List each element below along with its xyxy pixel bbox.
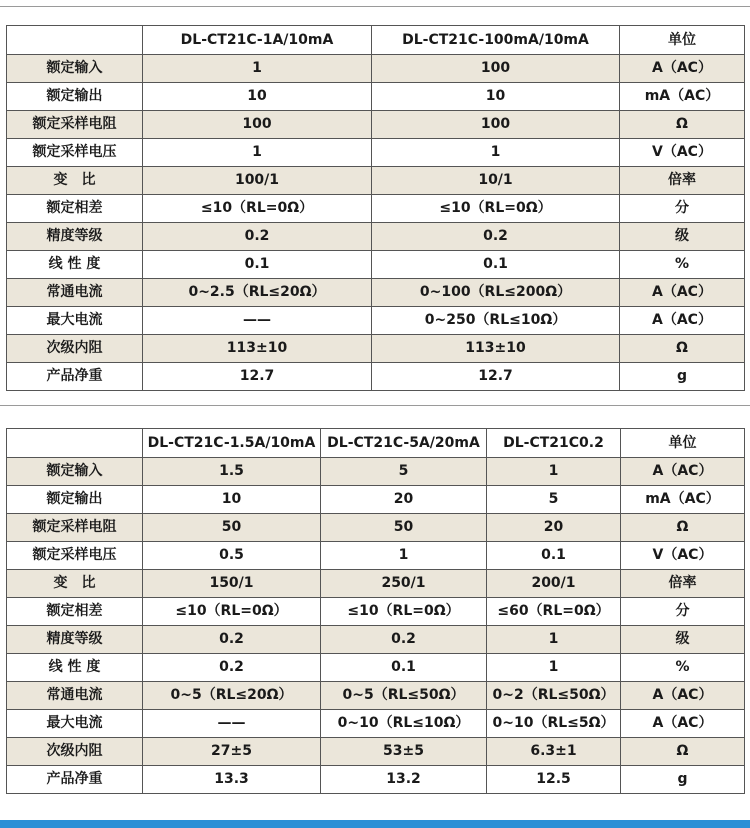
value-cell: 0.2 [372, 223, 620, 251]
unit-cell: 分 [620, 195, 745, 223]
row-label: 线 性 度 [7, 251, 143, 279]
value-cell: 150/1 [143, 570, 321, 598]
column-header: DL-CT21C-100mA/10mA [372, 26, 620, 55]
header-row [7, 429, 745, 458]
table-row [7, 83, 745, 111]
value-cell: 10 [372, 83, 620, 111]
unit-cell: V（AC） [621, 542, 745, 570]
value-cell: 250/1 [321, 570, 487, 598]
unit-cell: mA（AC） [621, 486, 745, 514]
value-cell: 0.2 [143, 654, 321, 682]
value-cell: 100 [372, 55, 620, 83]
value-cell: 0~100（RL≤200Ω） [372, 279, 620, 307]
value-cell: 10 [143, 83, 372, 111]
value-cell: 12.7 [372, 363, 620, 391]
unit-cell: Ω [621, 514, 745, 542]
value-cell: 113±10 [143, 335, 372, 363]
table-row [7, 307, 745, 335]
unit-cell: 级 [620, 223, 745, 251]
value-cell: 12.5 [487, 766, 621, 794]
value-cell: 5 [487, 486, 621, 514]
table-row [7, 626, 745, 654]
spec-table-1 [6, 25, 745, 391]
section-divider [0, 405, 750, 406]
row-label: 变 比 [7, 570, 143, 598]
table-row [7, 710, 745, 738]
unit-cell: 级 [621, 626, 745, 654]
unit-cell: Ω [620, 335, 745, 363]
value-cell: 0.2 [143, 223, 372, 251]
table-row [7, 682, 745, 710]
spec-table-2 [6, 428, 745, 794]
table-row [7, 335, 745, 363]
unit-cell: % [620, 251, 745, 279]
table-row [7, 598, 745, 626]
value-cell: 200/1 [487, 570, 621, 598]
row-label: 额定输出 [7, 83, 143, 111]
table-row [7, 766, 745, 794]
table-row [7, 486, 745, 514]
unit-cell: A（AC） [620, 307, 745, 335]
row-label: 最大电流 [7, 307, 143, 335]
unit-cell: A（AC） [620, 55, 745, 83]
value-cell: 100/1 [143, 167, 372, 195]
table-row [7, 111, 745, 139]
accent-bar [0, 820, 750, 828]
value-cell: 0~2.5（RL≤20Ω） [143, 279, 372, 307]
table-row [7, 139, 745, 167]
value-cell: 0~10（RL≤10Ω） [321, 710, 487, 738]
row-label: 常通电流 [7, 682, 143, 710]
column-header: DL-CT21C-1A/10mA [143, 26, 372, 55]
value-cell: 0~5（RL≤20Ω） [143, 682, 321, 710]
value-cell: 1.5 [143, 458, 321, 486]
table-row [7, 167, 745, 195]
column-header: DL-CT21C-5A/20mA [321, 429, 487, 458]
top-divider [0, 6, 750, 7]
unit-cell: V（AC） [620, 139, 745, 167]
value-cell: 0~2（RL≤50Ω） [487, 682, 621, 710]
row-label: 额定采样电压 [7, 542, 143, 570]
value-cell: 0~250（RL≤10Ω） [372, 307, 620, 335]
row-label: 产品净重 [7, 766, 143, 794]
value-cell: 0.1 [372, 251, 620, 279]
row-label: 最大电流 [7, 710, 143, 738]
value-cell: 27±5 [143, 738, 321, 766]
row-label: 额定采样电压 [7, 139, 143, 167]
value-cell: ≤10（RL=0Ω） [372, 195, 620, 223]
unit-cell: 分 [621, 598, 745, 626]
value-cell: 0.5 [143, 542, 321, 570]
unit-cell: A（AC） [621, 710, 745, 738]
table-row [7, 542, 745, 570]
row-label: 精度等级 [7, 223, 143, 251]
value-cell: 1 [372, 139, 620, 167]
header-corner [7, 429, 143, 458]
value-cell: 20 [487, 514, 621, 542]
value-cell: ≤10（RL=0Ω） [143, 195, 372, 223]
column-header: 单位 [621, 429, 745, 458]
value-cell: 113±10 [372, 335, 620, 363]
unit-cell: mA（AC） [620, 83, 745, 111]
unit-cell: g [620, 363, 745, 391]
unit-cell: A（AC） [620, 279, 745, 307]
row-label: 常通电流 [7, 279, 143, 307]
value-cell: 1 [487, 458, 621, 486]
value-cell: 0.1 [321, 654, 487, 682]
table-row [7, 738, 745, 766]
row-label: 次级内阻 [7, 738, 143, 766]
table-row [7, 514, 745, 542]
row-label: 额定相差 [7, 598, 143, 626]
value-cell: 0.1 [487, 542, 621, 570]
value-cell: 10/1 [372, 167, 620, 195]
row-label: 额定采样电阻 [7, 514, 143, 542]
value-cell: 0.2 [143, 626, 321, 654]
value-cell: 10 [143, 486, 321, 514]
value-cell: 50 [321, 514, 487, 542]
row-label: 额定采样电阻 [7, 111, 143, 139]
table-row [7, 251, 745, 279]
row-label: 精度等级 [7, 626, 143, 654]
table-row [7, 570, 745, 598]
spec-table-2-body [7, 429, 745, 794]
value-cell: 20 [321, 486, 487, 514]
value-cell: —— [143, 710, 321, 738]
value-cell: 0.1 [143, 251, 372, 279]
row-label: 额定输入 [7, 55, 143, 83]
unit-cell: Ω [620, 111, 745, 139]
row-label: 额定相差 [7, 195, 143, 223]
value-cell: 1 [143, 139, 372, 167]
value-cell: 5 [321, 458, 487, 486]
value-cell: 0~5（RL≤50Ω） [321, 682, 487, 710]
spec-table-1-body [7, 26, 745, 391]
column-header: DL-CT21C-1.5A/10mA [143, 429, 321, 458]
unit-cell: 倍率 [621, 570, 745, 598]
value-cell: ≤10（RL=0Ω） [143, 598, 321, 626]
value-cell: 13.2 [321, 766, 487, 794]
table-row [7, 223, 745, 251]
value-cell: 6.3±1 [487, 738, 621, 766]
value-cell: 100 [143, 111, 372, 139]
value-cell: 1 [321, 542, 487, 570]
value-cell: 12.7 [143, 363, 372, 391]
row-label: 变 比 [7, 167, 143, 195]
value-cell: ≤10（RL=0Ω） [321, 598, 487, 626]
unit-cell: A（AC） [621, 458, 745, 486]
value-cell: 0.2 [321, 626, 487, 654]
value-cell: 1 [487, 626, 621, 654]
value-cell: 1 [143, 55, 372, 83]
column-header: DL-CT21C0.2 [487, 429, 621, 458]
unit-cell: A（AC） [621, 682, 745, 710]
value-cell: 0~10（RL≤5Ω） [487, 710, 621, 738]
value-cell: —— [143, 307, 372, 335]
unit-cell: % [621, 654, 745, 682]
header-corner [7, 26, 143, 55]
row-label: 额定输入 [7, 458, 143, 486]
row-label: 线 性 度 [7, 654, 143, 682]
table-row [7, 55, 745, 83]
header-row [7, 26, 745, 55]
unit-cell: g [621, 766, 745, 794]
value-cell: ≤60（RL=0Ω） [487, 598, 621, 626]
column-header: 单位 [620, 26, 745, 55]
unit-cell: Ω [621, 738, 745, 766]
table-row [7, 458, 745, 486]
value-cell: 1 [487, 654, 621, 682]
table-row [7, 363, 745, 391]
table-row [7, 654, 745, 682]
value-cell: 50 [143, 514, 321, 542]
row-label: 产品净重 [7, 363, 143, 391]
table-row [7, 279, 745, 307]
row-label: 额定输出 [7, 486, 143, 514]
unit-cell: 倍率 [620, 167, 745, 195]
table-row [7, 195, 745, 223]
value-cell: 53±5 [321, 738, 487, 766]
value-cell: 100 [372, 111, 620, 139]
value-cell: 13.3 [143, 766, 321, 794]
row-label: 次级内阻 [7, 335, 143, 363]
